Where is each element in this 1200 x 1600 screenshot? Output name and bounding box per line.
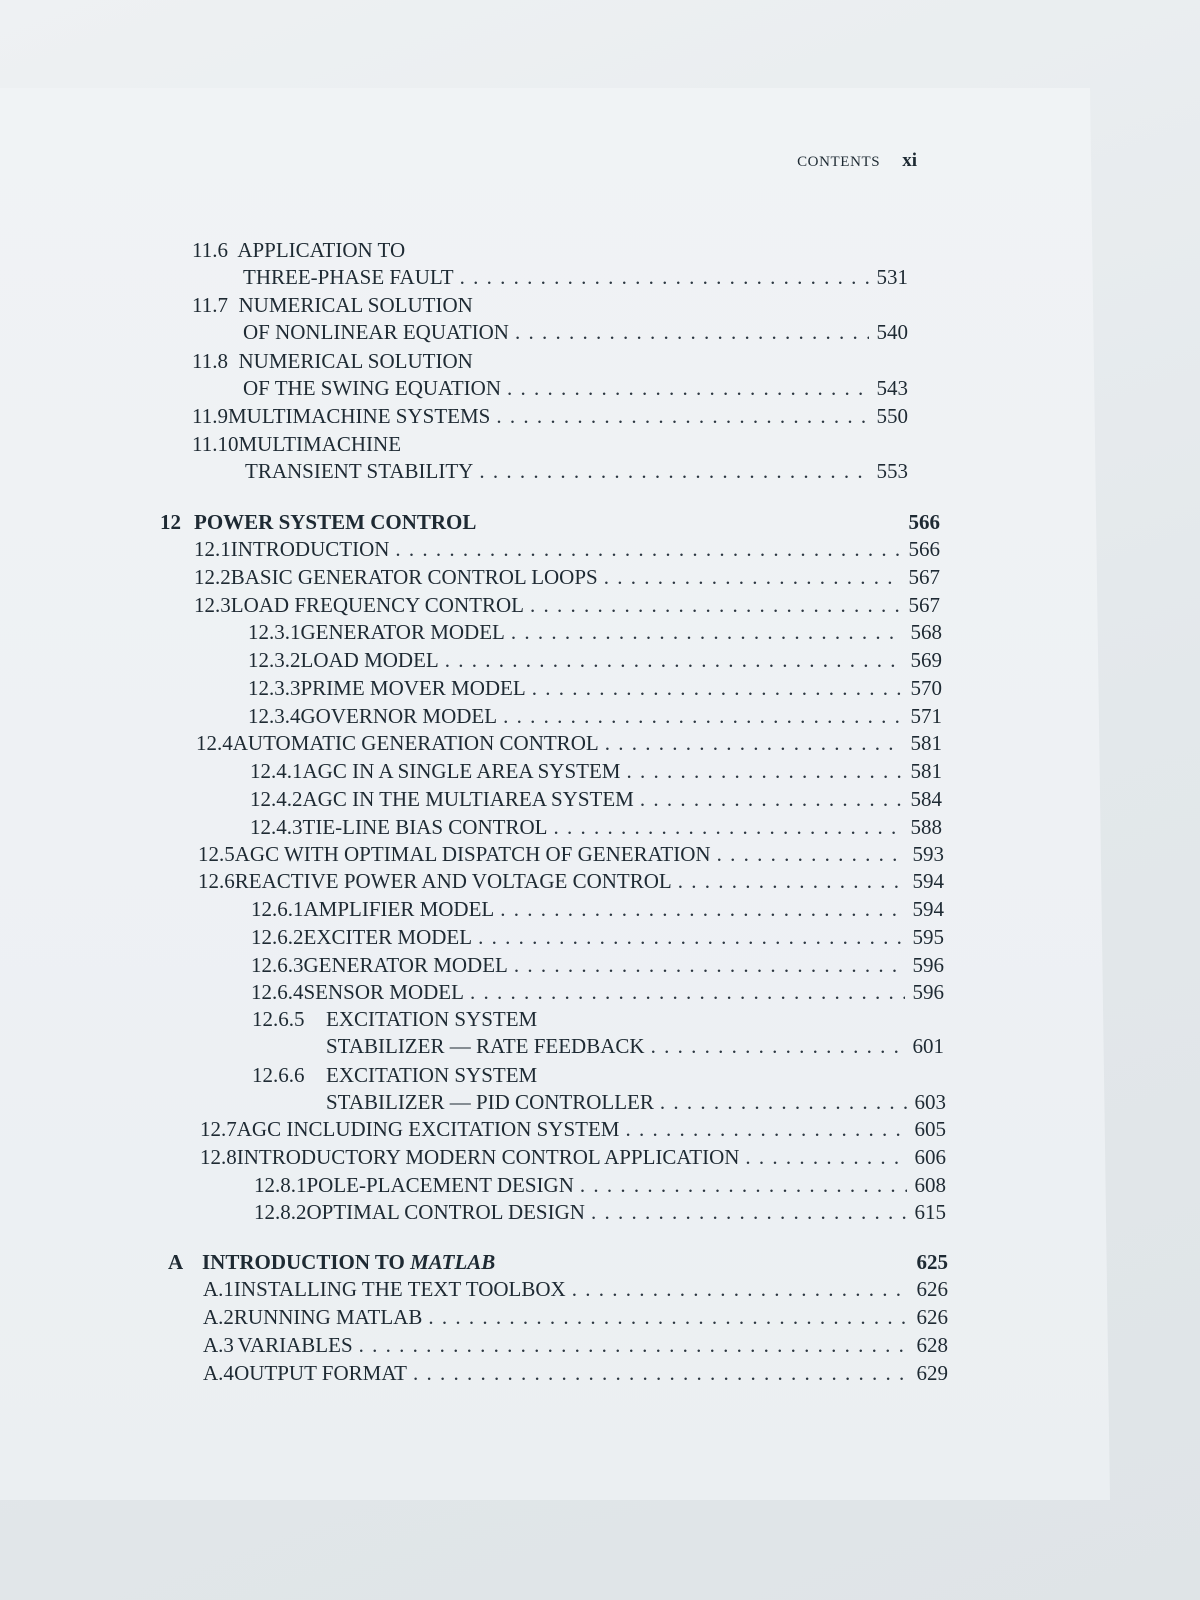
- toc-entry-12-6-6[interactable]: [326, 1090, 946, 1114]
- entry-page: 553: [876, 459, 908, 483]
- toc-entry-a-4[interactable]: [203, 1361, 948, 1385]
- entry-title: AGC WITH OPTIMAL DISPATCH OF GENERATION: [234, 842, 711, 866]
- entry-page: 628: [916, 1333, 948, 1357]
- leader-dots: [626, 759, 902, 783]
- entry-page: 594: [912, 897, 944, 921]
- entry-page: 588: [910, 815, 942, 839]
- entry-page: 531: [876, 265, 908, 289]
- toc-entry-12-3-1[interactable]: [248, 620, 942, 644]
- toc-entry-12-4[interactable]: [196, 731, 942, 755]
- chapter-title: POWER SYSTEM CONTROL: [194, 510, 477, 534]
- toc-entry-11-7-line1: [192, 293, 473, 317]
- toc-entry-11-6-line1: [192, 238, 405, 262]
- entry-title: LOAD FREQUENCY CONTROL: [230, 593, 524, 617]
- toc-entry-12-6-3[interactable]: [251, 953, 944, 977]
- entry-page: 626: [916, 1277, 948, 1301]
- entry-title: AGC IN THE MULTIAREA SYSTEM: [302, 787, 634, 811]
- appendix-title: INTRODUCTION TO MATLAB: [202, 1250, 496, 1274]
- leader-dots: [651, 1034, 905, 1058]
- header-page-numeral: xi: [902, 150, 917, 171]
- leader-dots: [515, 320, 869, 344]
- entry-page: 601: [912, 1034, 944, 1058]
- entry-number: A.4: [203, 1361, 234, 1385]
- entry-title: INTRODUCTORY MODERN CONTROL APPLICATION: [236, 1145, 740, 1169]
- toc-entry-12-6-4[interactable]: [251, 980, 944, 1004]
- toc-entry-12-5[interactable]: [198, 842, 944, 866]
- entry-title: EXCITATION SYSTEM: [326, 1063, 538, 1087]
- leader-dots: [580, 1173, 907, 1197]
- leader-dots: [460, 265, 869, 289]
- entry-title: EXCITER MODEL: [303, 925, 473, 949]
- toc-entry-12-6[interactable]: [198, 869, 944, 893]
- chapter-number: 12: [160, 510, 181, 534]
- leader-dots: [640, 787, 903, 811]
- entry-page: 566: [908, 537, 940, 561]
- entry-title: AMPLIFIER MODEL: [303, 897, 495, 921]
- appendix-letter: A: [168, 1250, 184, 1274]
- toc-entry-a-2[interactable]: [203, 1305, 948, 1329]
- entry-page: 581: [910, 731, 942, 755]
- entry-number: 12.3.1: [248, 620, 301, 644]
- leader-dots: [591, 1200, 907, 1224]
- toc-entry-11-8-line1: [192, 349, 473, 373]
- entry-number: 12.8.1: [254, 1173, 307, 1197]
- toc-entry-12-8-2[interactable]: [254, 1200, 946, 1224]
- entry-title: OUTPUT FORMAT: [234, 1361, 407, 1385]
- entry-number: 11.7: [192, 293, 228, 317]
- entry-number: 12.2: [194, 565, 231, 589]
- entry-title: OPTIMAL CONTROL DESIGN: [306, 1200, 585, 1224]
- entry-title: INSTALLING THE TEXT TOOLBOX: [233, 1277, 566, 1301]
- toc-entry-12-4-2[interactable]: [250, 787, 942, 811]
- entry-page: 594: [912, 869, 944, 893]
- entry-page: 626: [916, 1305, 948, 1329]
- entry-title: REACTIVE POWER AND VOLTAGE CONTROL: [234, 869, 672, 893]
- entry-number: 12.1: [194, 537, 231, 561]
- entry-title: RUNNING MATLAB: [233, 1305, 423, 1329]
- toc-entry-a-1[interactable]: [203, 1277, 948, 1301]
- entry-title: OF NONLINEAR EQUATION: [243, 320, 509, 344]
- leader-dots: [511, 620, 903, 644]
- entry-page: 568: [910, 620, 942, 644]
- toc-entry-12-3-2[interactable]: [248, 648, 942, 672]
- entry-number: A.1: [203, 1277, 234, 1301]
- toc-entry-12-7[interactable]: [200, 1117, 946, 1141]
- entry-page: 567: [908, 565, 940, 589]
- leader-dots: [395, 537, 900, 561]
- entry-title: NUMERICAL SOLUTION: [238, 349, 473, 373]
- leader-dots: [428, 1305, 908, 1329]
- leader-dots: [717, 842, 905, 866]
- entry-number: 12.5: [198, 842, 235, 866]
- entry-number: 12.6.2: [251, 925, 304, 949]
- entry-title: SENSOR MODEL: [303, 980, 464, 1004]
- entry-page: 571: [910, 704, 942, 728]
- entry-number: 11.6: [192, 238, 228, 262]
- entry-title: GENERATOR MODEL: [303, 953, 508, 977]
- entry-number: 12.6.1: [251, 897, 304, 921]
- entry-title: TRANSIENT STABILITY: [245, 459, 474, 483]
- leader-dots: [745, 1145, 906, 1169]
- entry-page: 606: [914, 1145, 946, 1169]
- toc-entry-12-4-3[interactable]: [250, 815, 942, 839]
- leader-dots: [470, 980, 905, 1004]
- entry-number: 12.3: [194, 593, 231, 617]
- entry-title: GOVERNOR MODEL: [300, 704, 498, 728]
- entry-title: INTRODUCTION: [230, 537, 390, 561]
- entry-title: PRIME MOVER MODEL: [300, 676, 526, 700]
- entry-title: THREE-PHASE FAULT: [243, 265, 454, 289]
- entry-title: APPLICATION TO: [237, 238, 406, 262]
- entry-page: 570: [910, 676, 942, 700]
- toc-entry-12-6-2[interactable]: [251, 925, 944, 949]
- leader-dots: [445, 648, 903, 672]
- entry-title: TIE-LINE BIAS CONTROL: [302, 815, 548, 839]
- entry-title: POLE-PLACEMENT DESIGN: [306, 1173, 574, 1197]
- leader-dots: [479, 459, 868, 483]
- entry-number: 12.3.2: [248, 648, 301, 672]
- chapter-page: 566: [908, 510, 940, 534]
- entry-title: STABILIZER — RATE FEEDBACK: [326, 1034, 645, 1058]
- toc-entry-12-6-5[interactable]: [326, 1034, 944, 1058]
- toc-entry-12-2[interactable]: [194, 565, 940, 589]
- toc-entry-12-3-4[interactable]: [248, 704, 942, 728]
- leader-dots: [532, 676, 903, 700]
- entry-title: AGC INCLUDING EXCITATION SYSTEM: [236, 1117, 620, 1141]
- toc-entry-12-6-1[interactable]: [251, 897, 944, 921]
- entry-number: A.2: [203, 1305, 234, 1329]
- matlab-italic: MATLAB: [410, 1250, 496, 1274]
- leader-dots: [660, 1090, 907, 1114]
- entry-page: 615: [914, 1200, 946, 1224]
- leader-dots: [503, 704, 902, 728]
- entry-title: MULTIMACHINE: [238, 432, 402, 456]
- entry-page: 543: [876, 376, 908, 400]
- leader-dots: [605, 731, 903, 755]
- entry-page: 608: [914, 1173, 946, 1197]
- entry-number: 12.6.5: [252, 1007, 305, 1031]
- entry-number: A.3: [203, 1333, 234, 1357]
- entry-title: AGC IN A SINGLE AREA SYSTEM: [302, 759, 621, 783]
- entry-number: 11.9: [192, 404, 228, 428]
- leader-dots: [496, 404, 868, 428]
- leader-dots: [359, 1333, 909, 1357]
- entry-number: 11.8: [192, 349, 228, 373]
- entry-page: 581: [910, 759, 942, 783]
- entry-number: 11.10: [192, 432, 239, 456]
- leader-dots: [500, 897, 904, 921]
- entry-page: 584: [910, 787, 942, 811]
- entry-page: 569: [910, 648, 942, 672]
- entry-number: 12.4: [196, 731, 233, 755]
- entry-page: 593: [912, 842, 944, 866]
- entry-number: 12.3.3: [248, 676, 301, 700]
- entry-page: 595: [912, 925, 944, 949]
- entry-page: 567: [908, 593, 940, 617]
- toc-entry-12-6-6-line1: [252, 1063, 537, 1087]
- entry-page: 629: [916, 1361, 948, 1385]
- toc-entry-12-3-3[interactable]: [248, 676, 942, 700]
- entry-title: GENERATOR MODEL: [300, 620, 505, 644]
- entry-title: LOAD MODEL: [300, 648, 439, 672]
- entry-number: 12.7: [200, 1117, 237, 1141]
- entry-number: 12.8: [200, 1145, 237, 1169]
- toc-entry-11-8[interactable]: [243, 376, 908, 400]
- entry-number: 12.6.3: [251, 953, 304, 977]
- leader-dots: [530, 593, 901, 617]
- leader-dots: [413, 1361, 909, 1385]
- toc-entry-12-8-1[interactable]: [254, 1173, 946, 1197]
- header-section: CONTENTS: [797, 154, 881, 170]
- entry-number: 12.4.1: [250, 759, 303, 783]
- entry-title: EXCITATION SYSTEM: [326, 1007, 538, 1031]
- entry-title: MULTIMACHINE SYSTEMS: [227, 404, 491, 428]
- entry-page: 596: [912, 953, 944, 977]
- leader-dots: [625, 1117, 906, 1141]
- entry-title: STABILIZER — PID CONTROLLER: [326, 1090, 654, 1114]
- entry-number: 12.6: [198, 869, 235, 893]
- entry-page: 540: [876, 320, 908, 344]
- toc-entry-12-3[interactable]: [194, 593, 940, 617]
- entry-number: 12.3.4: [248, 704, 301, 728]
- toc-entry-12-4-1[interactable]: [250, 759, 942, 783]
- toc-entry-11-9[interactable]: [192, 404, 908, 428]
- toc-entry-12-8[interactable]: [200, 1145, 946, 1169]
- toc-entry-12-6-5-line1: [252, 1007, 537, 1031]
- toc-appendix-a[interactable]: [168, 1250, 948, 1274]
- leader-dots: [572, 1277, 909, 1301]
- toc-entry-11-6[interactable]: [243, 265, 908, 289]
- entry-title: AUTOMATIC GENERATION CONTROL: [232, 731, 599, 755]
- entry-number: 12.4.3: [250, 815, 303, 839]
- entry-page: 550: [876, 404, 908, 428]
- entry-number: 12.6.4: [251, 980, 304, 1004]
- toc-entry-11-7[interactable]: [243, 320, 908, 344]
- leader-dots: [514, 953, 905, 977]
- entry-number: 12.6.6: [252, 1063, 305, 1087]
- toc-entry-11-10[interactable]: [245, 459, 908, 483]
- toc-chapter-12[interactable]: [160, 510, 940, 534]
- appendix-page: 625: [916, 1250, 948, 1274]
- leader-dots: [553, 815, 902, 839]
- leader-dots: [678, 869, 905, 893]
- entry-number: 12.8.2: [254, 1200, 307, 1224]
- entry-title: NUMERICAL SOLUTION: [238, 293, 473, 317]
- leader-dots: [478, 925, 904, 949]
- entry-page: 605: [914, 1117, 946, 1141]
- leader-dots: [604, 565, 901, 589]
- leader-dots: [507, 376, 868, 400]
- toc-entry-11-10-line1: [192, 432, 401, 456]
- entry-title: BASIC GENERATOR CONTROL LOOPS: [230, 565, 598, 589]
- entry-page: 603: [914, 1090, 946, 1114]
- entry-title: OF THE SWING EQUATION: [243, 376, 502, 400]
- toc-entry-12-1[interactable]: [194, 537, 940, 561]
- toc-entry-a-3[interactable]: [203, 1333, 948, 1357]
- entry-number: 12.4.2: [250, 787, 303, 811]
- entry-title: VARIABLES: [237, 1333, 353, 1357]
- entry-page: 596: [912, 980, 944, 1004]
